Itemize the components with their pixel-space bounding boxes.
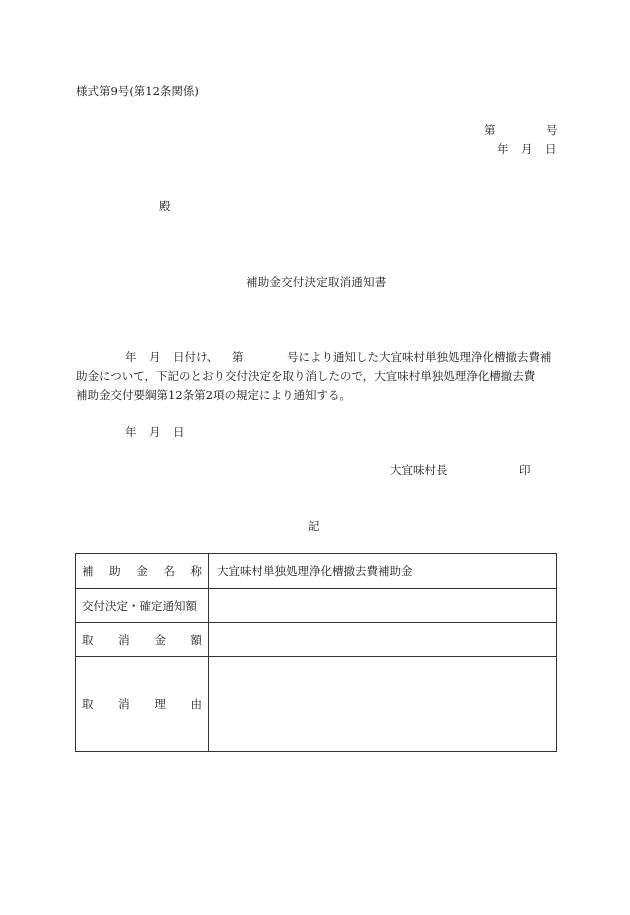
label-char: 金 xyxy=(154,632,166,647)
label-char: 額 xyxy=(190,632,202,647)
spread-label xyxy=(82,632,202,648)
label-char: 消 xyxy=(118,632,130,647)
label-char: 理 xyxy=(154,697,166,711)
form-number: 様式第9号(第12条関係) xyxy=(76,84,199,98)
header-date-day: 日 xyxy=(545,142,557,156)
label-char: 称 xyxy=(190,564,202,578)
body-year: 年 xyxy=(125,350,137,364)
spread-label xyxy=(82,696,202,712)
row-value-subsidy-name: 大宜味村単独処理浄化槽撤去費補助金 xyxy=(209,554,557,589)
doc-number-prefix: 第 xyxy=(484,123,496,137)
row-value-cancel-reason xyxy=(209,657,557,752)
document-title: 補助金交付決定取消通知書 xyxy=(246,275,387,289)
recipient-honorific: 殿 xyxy=(159,199,171,213)
label-text: 交付決定・確定通知額 xyxy=(82,598,197,613)
body-line-2: 助金について，下記のとおり交付決定を取り消したので，大宜味村単独処理浄化槽撤去費 xyxy=(76,369,536,383)
sender-name: 大宜味村長 xyxy=(390,463,448,477)
issue-date-month: 月 xyxy=(149,425,161,439)
body-number-prefix: 第 xyxy=(232,350,244,364)
issue-date-day: 日 xyxy=(173,425,185,439)
row-label-cancel-amount xyxy=(76,623,209,657)
doc-number-suffix: 号 xyxy=(546,123,558,137)
label-char: 補 xyxy=(82,564,94,578)
issue-date-year: 年 xyxy=(125,425,137,439)
table-row xyxy=(76,589,557,623)
row-label-decision-amount xyxy=(76,589,209,623)
body-paragraph xyxy=(76,348,556,405)
seal-mark: 印 xyxy=(519,463,531,477)
header-date-year: 年 xyxy=(497,142,509,156)
label-char: 名 xyxy=(163,564,175,578)
row-label-subsidy-name xyxy=(76,554,209,589)
table-row xyxy=(76,554,557,589)
label-char: 取 xyxy=(82,697,94,711)
table-row xyxy=(76,657,557,752)
body-line-1 xyxy=(76,348,556,367)
label-char: 助 xyxy=(109,564,121,578)
spread-label xyxy=(82,563,202,579)
label-char: 金 xyxy=(136,564,148,578)
ki-heading: 記 xyxy=(308,519,320,533)
label-char: 取 xyxy=(82,632,94,647)
label-char: 消 xyxy=(118,697,130,711)
body-day: 日付け、 xyxy=(173,350,219,364)
label-char: 由 xyxy=(190,697,202,711)
row-value-decision-amount xyxy=(209,589,557,623)
body-line-1-rest: 号により通知した大宜味村単独処理浄化槽撤去費補 xyxy=(287,350,552,364)
row-label-cancel-reason xyxy=(76,657,209,752)
body-line-3: 補助金交付要綱第12条第2項の規定により通知する。 xyxy=(76,388,351,402)
header-date-month: 月 xyxy=(521,142,533,156)
details-table xyxy=(75,553,557,752)
row-value-cancel-amount xyxy=(209,623,557,657)
table-row xyxy=(76,623,557,657)
body-month: 月 xyxy=(149,350,161,364)
